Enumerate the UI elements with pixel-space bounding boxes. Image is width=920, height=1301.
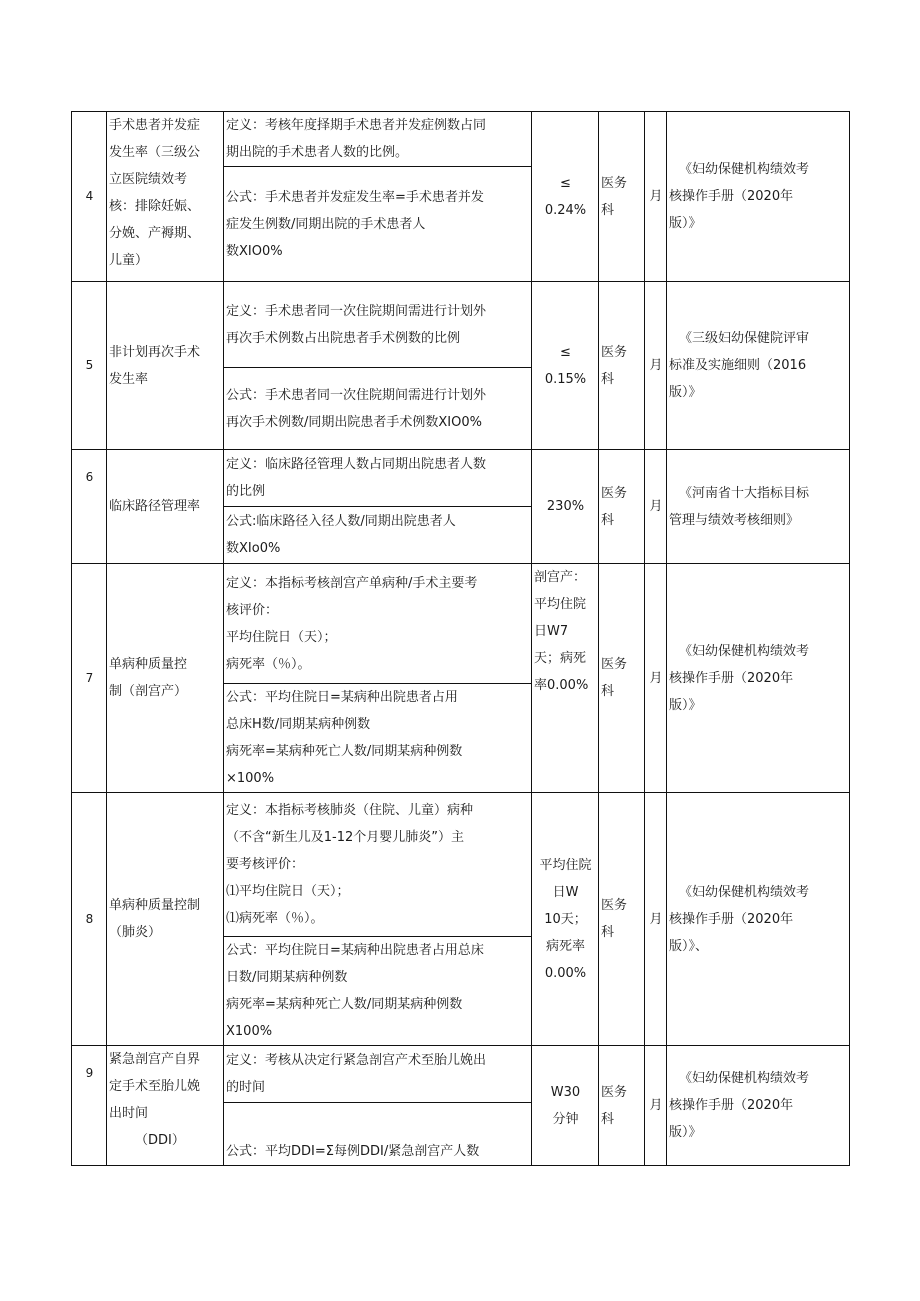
text-line: 定义：考核从决定行紧急剖宫产术至胎儿娩出: [226, 1053, 487, 1068]
text-line: 发生率: [109, 371, 149, 387]
text-line: 科: [601, 202, 615, 218]
target-value: [532, 793, 599, 1046]
target-value: [532, 564, 599, 793]
indicator-formula: [224, 507, 532, 564]
text-line: 科: [601, 512, 615, 528]
indicator-formula: [224, 368, 532, 450]
row-number-text: 9: [85, 1066, 94, 1080]
text-line: 率0.00%: [534, 678, 589, 693]
text-line: 公式：手术患者同一次住院期间需进行计划外: [226, 387, 487, 403]
text-line: 症发生例数/同期出院的手术患者人: [226, 216, 426, 232]
text-line: 立医院绩效考: [109, 172, 188, 187]
indicator-name: [107, 450, 224, 564]
text-line: 管理与绩效考核细则》: [669, 512, 800, 528]
indicator-name: [107, 1046, 224, 1166]
indicator-table-body: [72, 112, 850, 1166]
text-line: 230%: [546, 499, 585, 514]
text-line: 核操作手册（2020年: [669, 189, 794, 204]
text-line: 公式:临床路径入径人数/同期出院患者人: [226, 514, 456, 529]
row-number-text: 6: [85, 470, 94, 484]
frequency-text: 月: [649, 189, 663, 204]
text-line: 《妇幼保健机构绩效考: [679, 884, 810, 900]
text-line: ⑴平均住院日（天）；: [226, 884, 350, 899]
text-line: 日W7: [534, 624, 569, 639]
frequency-text: 月: [649, 1098, 663, 1113]
text-line: 0.15%: [544, 371, 587, 387]
text-line: 期出院的手术患者人数的比例。: [226, 145, 409, 160]
text-line: 版）》: [669, 216, 702, 231]
text-line: 医务: [601, 485, 628, 501]
text-line: 制（剖宫产）: [109, 684, 188, 699]
text-line: 医务: [601, 898, 628, 913]
text-line: 《河南省十大指标目标: [679, 485, 810, 501]
text-line: ≤: [560, 344, 571, 360]
responsible-department: [599, 1046, 645, 1166]
text-line: 总床H数/同期某病种例数: [226, 717, 371, 732]
basis-document: [667, 112, 850, 282]
indicator-definition: [224, 1046, 532, 1103]
text-line: 标准及实施细则（2016: [669, 358, 807, 373]
text-line: 定义：本指标考核剖宫产单病种/手术主要考: [226, 575, 478, 591]
text-line: 的时间: [226, 1080, 266, 1095]
frequency-text: 月: [649, 670, 663, 686]
basis-document: [667, 1046, 850, 1166]
indicator-formula: [224, 684, 532, 793]
text-line: 天；病死: [534, 651, 587, 666]
text-line: 科: [601, 684, 615, 699]
indicator-formula: [224, 1103, 532, 1166]
text-line: 版）》、: [669, 938, 709, 954]
text-line: 分钟: [552, 1111, 579, 1127]
text-line: 剖宫产：: [534, 570, 587, 585]
text-line: 核操作手册（2020年: [669, 670, 794, 686]
text-line: 要考核评价：: [226, 857, 305, 872]
text-line: 《妇幼保健机构绩效考: [679, 1071, 810, 1086]
indicator-definition: [224, 282, 532, 368]
basis-document: [667, 793, 850, 1046]
indicator-table: [71, 111, 850, 1166]
indicator-row: [72, 793, 850, 937]
frequency: [645, 1046, 667, 1166]
text-line: 版）》: [669, 1125, 702, 1140]
text-line: 科: [601, 925, 615, 940]
text-line: 数XIO0%: [226, 243, 283, 259]
text-line: 核：排除妊娠、: [109, 199, 201, 214]
text-line: 发生率（三级公: [109, 145, 201, 160]
text-line: 定手术至胎儿娩: [109, 1079, 201, 1094]
row-number: [72, 450, 107, 564]
indicator-definition: [224, 793, 532, 937]
text-line: 公式：平均住院日=某病种出院患者占用: [226, 690, 458, 705]
basis-document: [667, 282, 850, 450]
text-line: 《三级妇幼保健院评审: [679, 331, 810, 346]
text-line: 公式：平均DDI=Σ每例DDI/紧急剖宫产人数: [226, 1144, 480, 1159]
indicator-row: [72, 564, 850, 684]
text-line: 《妇幼保健机构绩效考: [679, 162, 810, 177]
text-line: （肺炎）: [109, 925, 162, 940]
frequency-text: 月: [649, 499, 663, 514]
text-line: 公式：手术患者并发症发生率=手术患者并发: [226, 189, 484, 205]
text-line: 核操作手册（2020年: [669, 911, 794, 927]
text-line: 科: [601, 371, 615, 387]
text-line: ≤: [560, 175, 571, 191]
target-value: [532, 112, 599, 282]
text-line: 日数/同期某病种例数: [226, 970, 348, 985]
indicator-row: [72, 450, 850, 507]
text-line: W30: [550, 1084, 581, 1100]
text-line: 单病种质量控: [109, 657, 188, 672]
text-line: 医务: [601, 657, 628, 672]
text-line: 0.00%: [544, 965, 587, 981]
indicator-formula: [224, 167, 532, 282]
text-line: 再次手术例数占出院患者手术例数的比例: [226, 330, 461, 346]
text-line: 医务: [601, 1084, 628, 1100]
text-line: （DDI）: [135, 1133, 185, 1148]
text-line: 《妇幼保健机构绩效考: [679, 643, 810, 659]
text-line: 定义：手术患者同一次住院期间需进行计划外: [226, 303, 487, 319]
text-line: 定义：本指标考核肺炎（住院、儿童）病种: [226, 803, 474, 818]
text-line: 病死率=某病种死亡人数/同期某病种例数: [226, 997, 463, 1012]
text-line: 医务: [601, 344, 628, 360]
text-line: 0.24%: [544, 202, 587, 218]
text-line: 的比例: [226, 484, 266, 499]
indicator-row: [72, 1046, 850, 1103]
row-number-text: 4: [85, 189, 94, 203]
indicator-definition: [224, 450, 532, 507]
row-number-text: 7: [85, 670, 94, 685]
text-line: 平均住院日（天）；: [226, 629, 337, 645]
text-line: 数XIo0%: [226, 541, 281, 556]
text-line: ×100%: [226, 771, 275, 786]
target-value: [532, 282, 599, 450]
responsible-department: [599, 450, 645, 564]
target-value: [532, 450, 599, 564]
frequency: [645, 793, 667, 1046]
indicator-name: [107, 112, 224, 282]
text-line: 版）》: [669, 697, 702, 713]
basis-document: [667, 450, 850, 564]
text-line: 公式：平均住院日=某病种出院患者占用总床: [226, 943, 484, 958]
row-number-text: 8: [85, 911, 94, 926]
text-line: 分娩、产褥期、: [109, 226, 201, 241]
text-line: 10天；: [544, 911, 587, 927]
text-line: 核操作手册（2020年: [669, 1098, 794, 1113]
indicator-formula: [224, 937, 532, 1046]
text-line: 病死率=某病种死亡人数/同期某病种例数: [226, 744, 463, 759]
text-line: 定义：考核年度择期手术患者并发症例数占同: [226, 118, 487, 133]
text-line: 儿童）: [109, 253, 149, 268]
target-value: [532, 1046, 599, 1166]
responsible-department: [599, 793, 645, 1046]
text-line: 再次手术例数/同期出院患者手术例数XIO0%: [226, 414, 482, 430]
text-line: 科: [601, 1111, 615, 1127]
frequency-text: 月: [649, 911, 663, 927]
text-line: 日W: [552, 884, 579, 900]
indicator-name: [107, 564, 224, 793]
text-line: 版）》: [669, 385, 702, 400]
text-line: 医务: [601, 175, 628, 191]
indicator-name: [107, 793, 224, 1046]
frequency: [645, 112, 667, 282]
responsible-department: [599, 112, 645, 282]
row-number: [72, 112, 107, 282]
row-number: [72, 282, 107, 450]
text-line: 临床路径管理率: [109, 499, 201, 514]
text-line: 平均住院: [534, 597, 587, 612]
text-line: 手术患者并发症: [109, 118, 201, 133]
row-number: [72, 564, 107, 793]
row-number-text: 5: [85, 358, 94, 372]
indicator-definition: [224, 564, 532, 684]
text-line: 非计划再次手术: [109, 344, 201, 360]
frequency-text: 月: [649, 358, 663, 373]
row-number: [72, 793, 107, 1046]
frequency: [645, 282, 667, 450]
text-line: X100%: [226, 1024, 273, 1039]
text-line: （不含“新生儿及1-12个月婴儿肺炎”）主: [226, 830, 464, 845]
indicator-definition: [224, 112, 532, 167]
text-line: 单病种质量控制: [109, 898, 201, 913]
indicator-row: [72, 282, 850, 368]
responsible-department: [599, 564, 645, 793]
text-line: 核评价：: [226, 602, 279, 618]
text-line: 病死率（％）。: [226, 656, 311, 672]
basis-document: [667, 564, 850, 793]
text-line: 出时间: [109, 1106, 149, 1121]
indicator-name: [107, 282, 224, 450]
row-number: [72, 1046, 107, 1166]
text-line: 紧急剖宫产自界: [109, 1052, 201, 1067]
text-line: ⑴病死率（％）。: [226, 911, 324, 926]
indicator-row: [72, 112, 850, 167]
text-line: 平均住院: [539, 857, 592, 873]
text-line: 定义：临床路径管理人数占同期出院患者人数: [226, 457, 487, 472]
text-line: 病死率: [545, 938, 585, 954]
frequency: [645, 450, 667, 564]
frequency: [645, 564, 667, 793]
responsible-department: [599, 282, 645, 450]
